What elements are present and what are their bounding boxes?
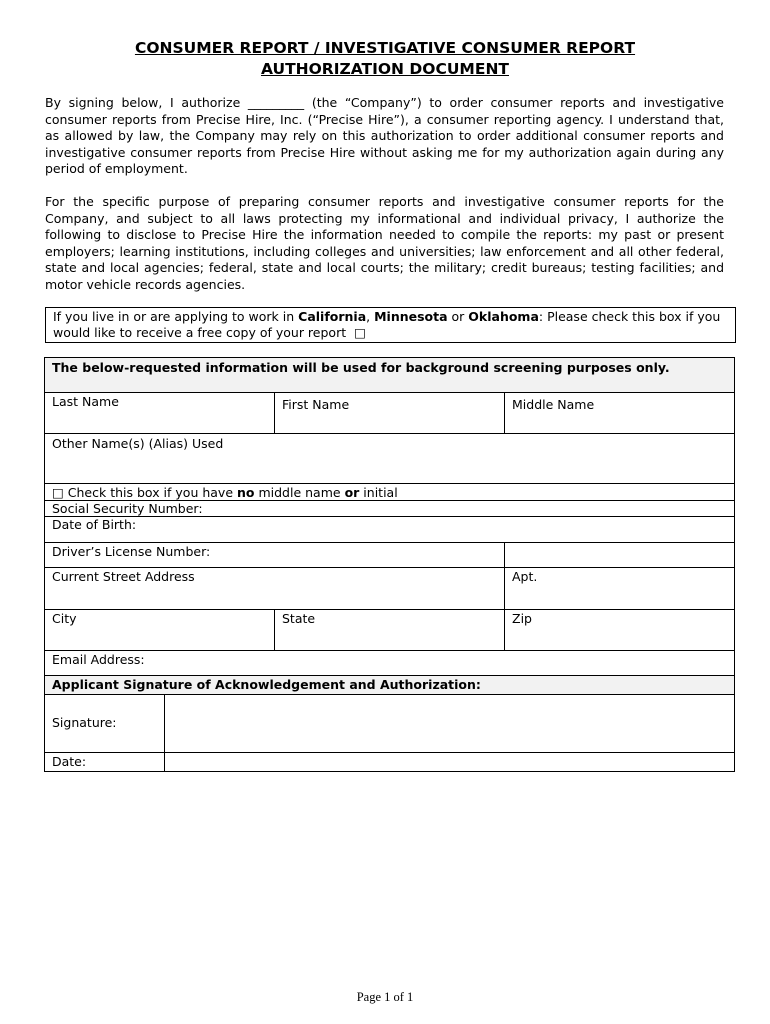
title-line-1: CONSUMER REPORT / INVESTIGATIVE CONSUMER REPORT	[134, 39, 636, 57]
title-line-2: AUTHORIZATION DOCUMENT	[260, 60, 509, 78]
email-field[interactable]	[44, 650, 735, 676]
email-label: Email Address:	[52, 652, 145, 667]
free-copy-notice: If you live in or are applying to work in California, Minnesota or Oklahoma: Please check this box if you would like to receive a free copy of your report □	[45, 307, 736, 343]
state-minnesota: Minnesota	[374, 309, 448, 324]
ssn-field[interactable]	[44, 500, 735, 517]
date-label: Date:	[52, 754, 87, 769]
other-names-field[interactable]	[44, 433, 735, 484]
form-header: The below-requested information will be used for background screening purposes only.	[44, 357, 735, 393]
zip-label: Zip	[512, 611, 532, 626]
last-name-field[interactable]	[44, 392, 275, 434]
zip-field[interactable]	[504, 609, 735, 651]
no-middle-name-checkbox[interactable]: □	[52, 485, 64, 500]
drivers-license-extra[interactable]	[504, 542, 735, 568]
authorization-paragraph: By signing below, I authorize _________ (the “Company”) to order consumer reports and investigative consumer reports from Precise Hire, Inc. (“Precise Hire”), a consumer reporting agency. I understand that, as allowed by law, the Company may rely on this authorization to order additional consumer reports and investigative consumer reports from Precise Hire without asking me for my authorization again during any period of employment.	[45, 95, 724, 176]
apt-label: Apt.	[512, 569, 538, 584]
free-copy-checkbox[interactable]: □	[354, 325, 366, 340]
city-field[interactable]	[44, 609, 275, 651]
date-field[interactable]	[164, 752, 735, 772]
other-names-label: Other Name(s) (Alias) Used	[52, 436, 224, 451]
disclosure-paragraph: For the specific purpose of preparing consumer reports and investigative consumer reports for the Company, and subject to all laws protecting my informational and individual privacy, I authorize the following to disclose to Precise Hire the information needed to compile the reports: my past or present employers; learning institutions, including colleges and universities; law enforcement and all other federal, state and local agencies; federal, state and local courts; the military; credit bureaus; testing facilities; and motor vehicle records agencies.	[45, 194, 724, 292]
apt-field[interactable]	[504, 567, 735, 610]
page-number: Page 1 of 1	[356, 990, 414, 1004]
middle-name-label: Middle Name	[512, 397, 595, 412]
last-name-label: Last Name	[52, 394, 119, 409]
drivers-license-field[interactable]	[44, 542, 505, 568]
state-field[interactable]	[274, 609, 505, 651]
signature-label-cell	[44, 694, 165, 753]
street-address-label: Current Street Address	[52, 569, 195, 584]
drivers-license-label: Driver’s License Number:	[52, 544, 211, 559]
signature-section-header: Applicant Signature of Acknowledgement and Authorization:	[44, 675, 735, 695]
signature-field[interactable]	[164, 694, 735, 753]
state-california: California	[298, 309, 367, 324]
street-address-field[interactable]	[44, 567, 505, 610]
state-oklahoma: Oklahoma	[468, 309, 539, 324]
dob-label: Date of Birth:	[52, 517, 137, 532]
state-label: State	[282, 611, 316, 626]
city-label: City	[52, 611, 77, 626]
date-label-cell	[44, 752, 165, 772]
no-middle-name-row: □ Check this box if you have no middle name or initial	[44, 483, 735, 501]
document-title	[45, 38, 725, 80]
first-name-field[interactable]	[274, 392, 505, 434]
applicant-form	[45, 358, 735, 773]
ssn-label: Social Security Number:	[52, 501, 203, 516]
dob-field[interactable]	[44, 516, 735, 543]
first-name-label: First Name	[282, 397, 350, 412]
signature-label: Signature:	[52, 715, 117, 730]
middle-name-field[interactable]	[504, 392, 735, 434]
